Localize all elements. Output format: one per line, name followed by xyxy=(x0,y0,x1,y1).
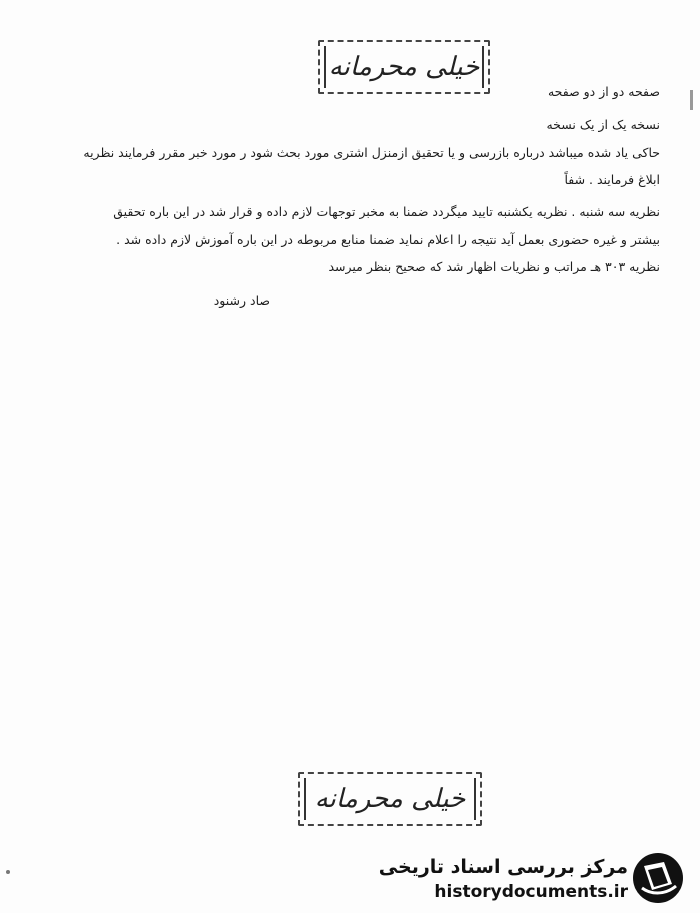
scan-speck xyxy=(6,870,10,874)
signature: صاد رشنود xyxy=(213,293,270,308)
body-line: نظریه ۳۰۳ هـ مراتب و نظریات اظهار شد که صحیح بنظر میرسد xyxy=(328,259,660,274)
scan-edge-mark xyxy=(690,90,693,110)
archive-logo xyxy=(378,848,690,908)
body-line: حاکی یاد شده میباشد درباره بازرسی و یا تحقیق ازمنزل اشتری مورد بحث شود ر مورد خبر مقرر فرمایند نظریه xyxy=(83,145,660,160)
body-line: ابلاغ فرمایند . شفاً xyxy=(564,172,660,187)
stamp-text: خیلی محرمانه xyxy=(328,52,480,82)
archive-url: historydocuments.ir xyxy=(434,882,628,902)
archive-emblem-icon xyxy=(630,850,686,906)
page-count-line: صفحه دو از دو صفحه xyxy=(547,84,660,99)
stamp-frame xyxy=(324,46,484,88)
archive-title: مرکز بررسی اسناد تاریخی xyxy=(378,856,628,878)
classification-stamp-top xyxy=(318,40,490,94)
classification-stamp-bottom xyxy=(298,772,482,826)
body-line: نظریه سه شنبه . نظریه یکشنبه تایید میگردد ضمنا به مخبر توجهات لازم داده و قرار شد در این باره تحقیق xyxy=(113,204,660,219)
copy-count-line: نسخه یک از یک نسخه xyxy=(546,117,660,132)
stamp-text: خیلی محرمانه xyxy=(314,784,466,814)
body-line: بیشتر و غیره حضوری بعمل آید نتیجه را اعلام نماید ضمنا منابع مربوطه در این باره آموزش لازم داده شد . xyxy=(116,232,660,247)
stamp-frame xyxy=(304,778,476,820)
